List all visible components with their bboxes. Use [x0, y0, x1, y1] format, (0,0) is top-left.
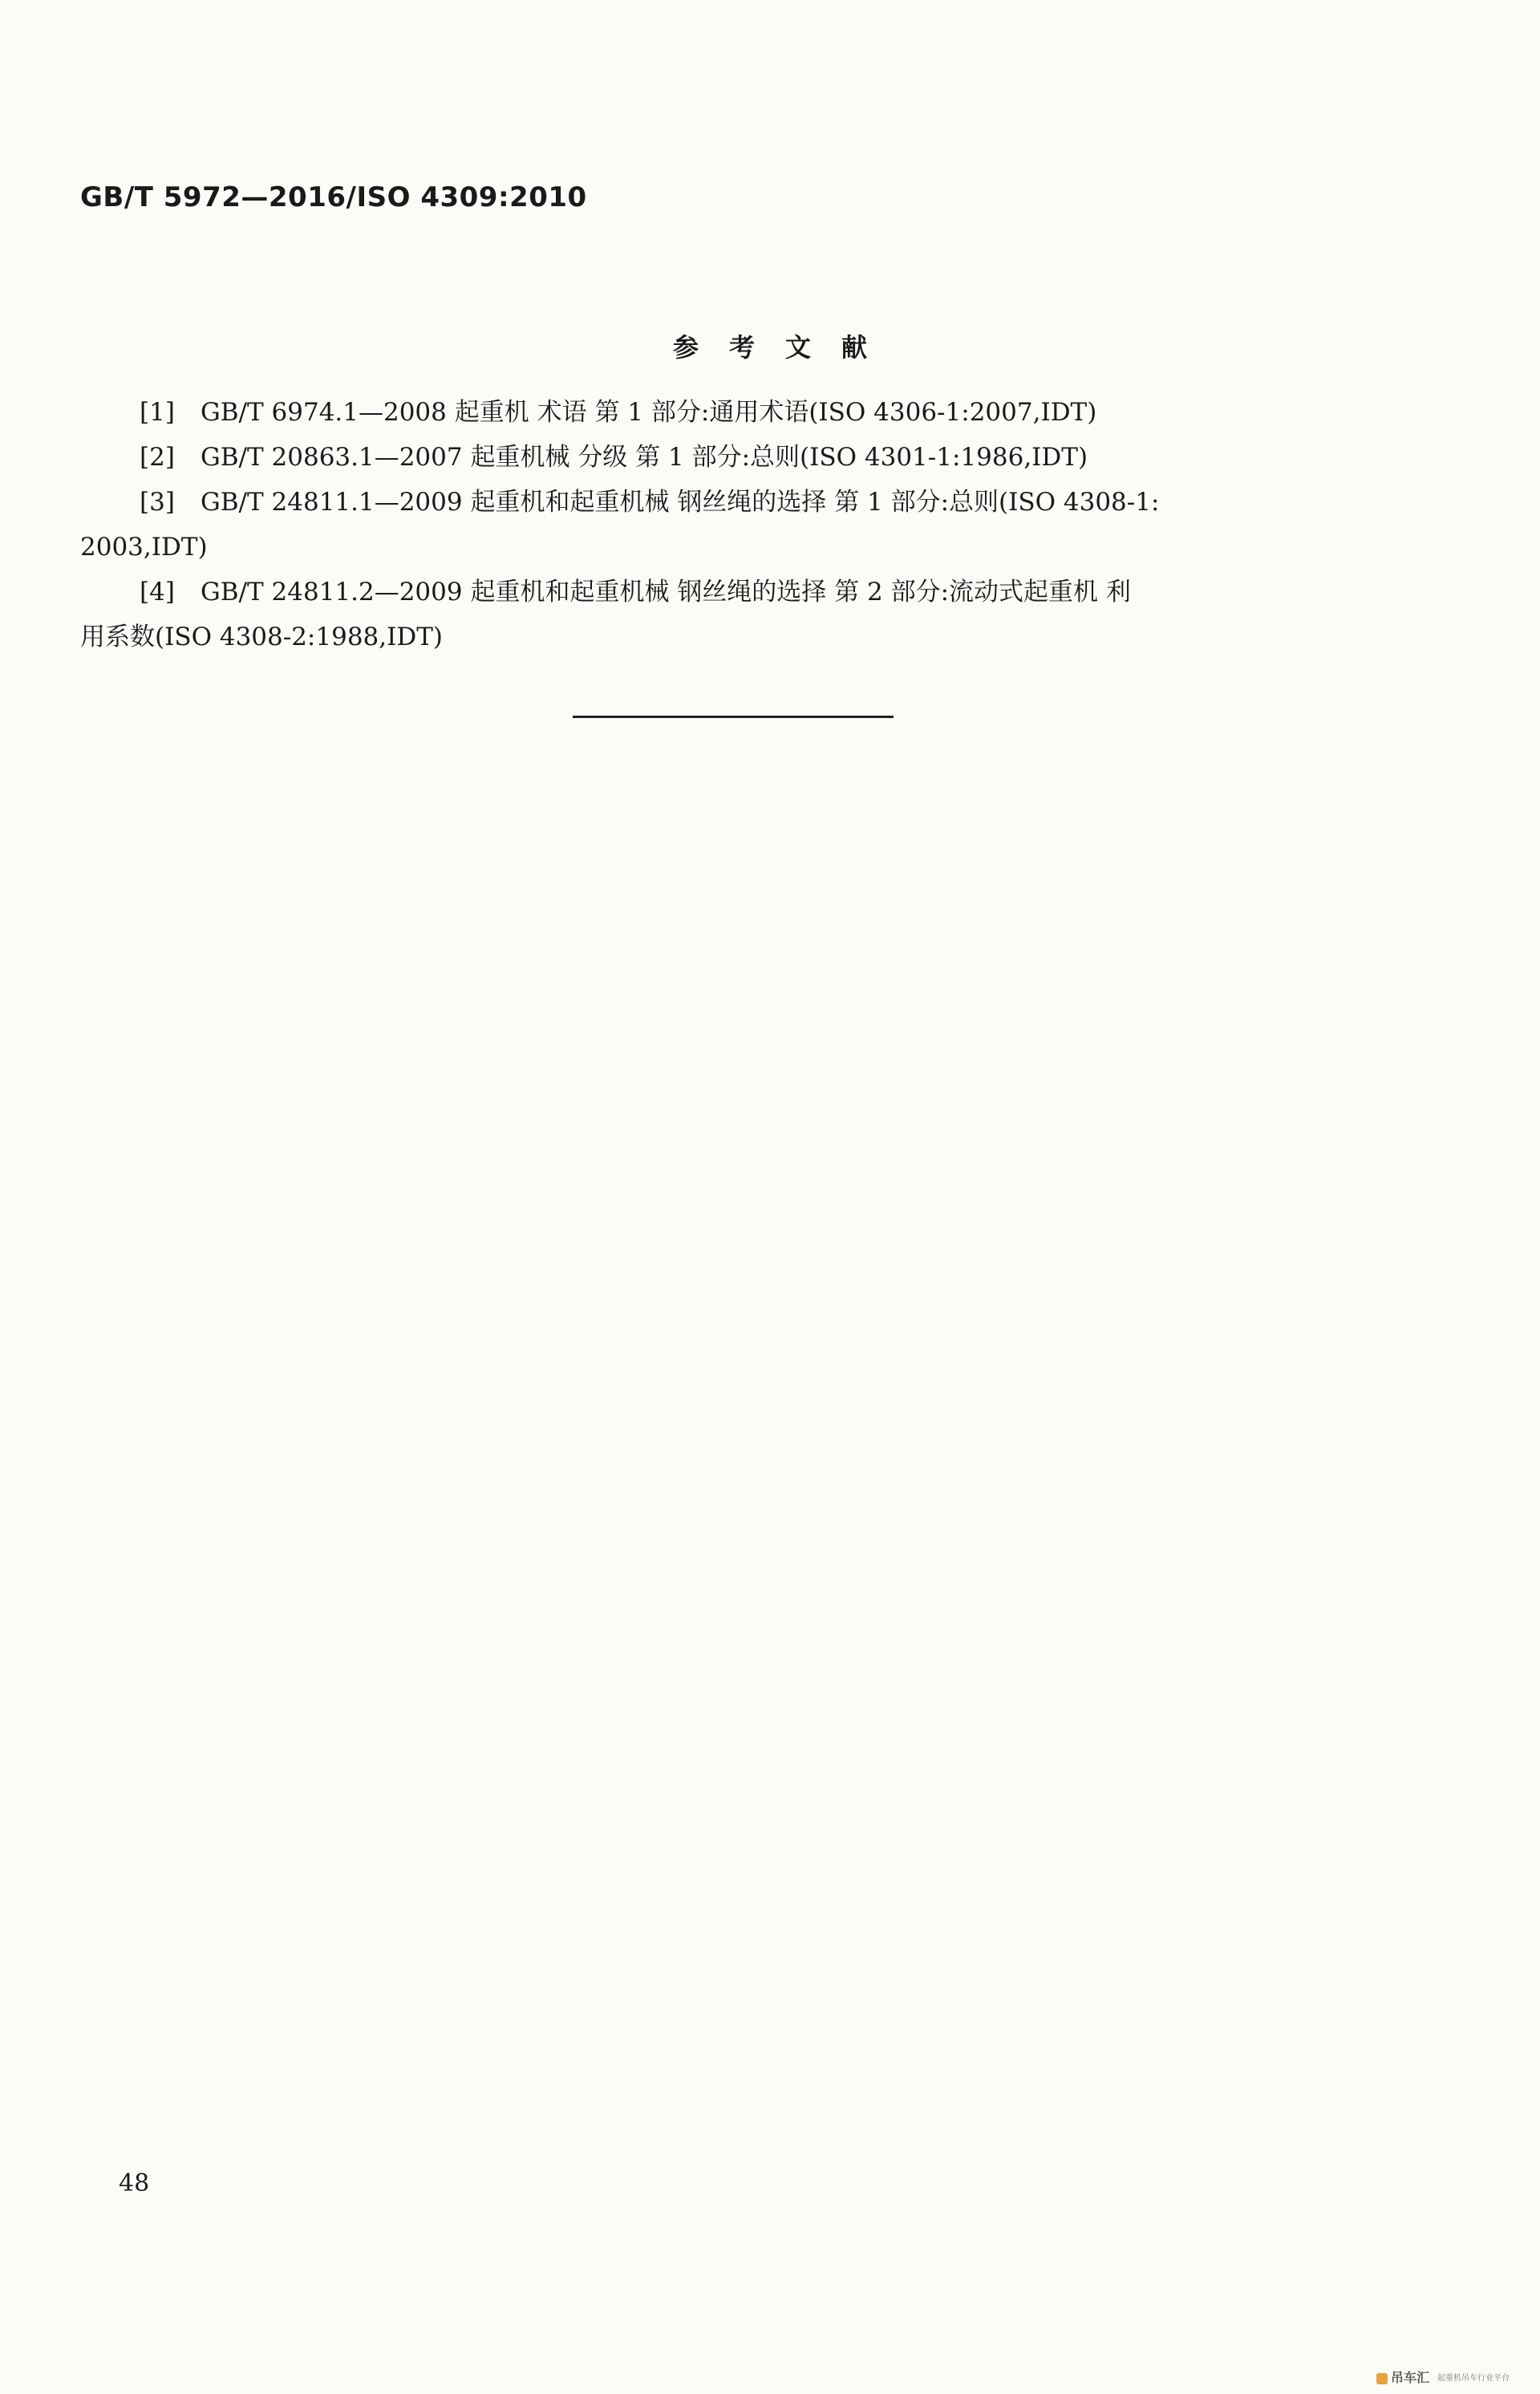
reference-body: GB/T 20863.1—2007 起重机械 分级 第 1 部分:总则(ISO 4301-1:1986,IDT)	[201, 443, 1088, 472]
reference-number: [3]	[140, 488, 175, 517]
reference-body: GB/T 24811.2—2009 起重机和起重机械 钢丝绳的选择 第 2 部分:流动式起重机 利	[201, 578, 1131, 607]
site-watermark	[1376, 2368, 1510, 2386]
watermark-logo-text: 吊车汇	[1390, 2370, 1429, 2385]
watermark-tagline: 起重机吊车行业平台	[1437, 2374, 1510, 2383]
reference-text	[140, 390, 1388, 435]
reference-continuation: 用系数(ISO 4308-2:1988,IDT)	[80, 623, 443, 651]
reference-body: GB/T 6974.1—2008 起重机 术语 第 1 部分:通用术语(ISO 4306-1:2007,IDT)	[201, 398, 1097, 427]
reference-list	[80, 390, 1388, 659]
reference-body: GB/T 24811.1—2009 起重机和起重机械 钢丝绳的选择 第 1 部分:总则(ISO 4308-1:	[201, 488, 1160, 517]
reference-number: [2]	[140, 443, 175, 472]
bibliography-title: 参考文献	[672, 332, 898, 363]
reference-text	[140, 480, 1388, 525]
page-number: 48	[119, 2169, 150, 2197]
reference-number: [1]	[140, 398, 175, 427]
reference-item	[80, 390, 1388, 435]
standard-number-header: GB/T 5972—2016/ISO 4309:2010	[80, 181, 587, 213]
crane-logo-icon	[1376, 2373, 1388, 2384]
end-of-document-rule	[573, 716, 894, 718]
reference-continuation: 2003,IDT)	[80, 533, 208, 562]
reference-item	[80, 435, 1388, 480]
reference-item	[80, 480, 1388, 570]
reference-item	[80, 570, 1388, 659]
reference-text	[140, 435, 1388, 480]
watermark-logo	[1376, 2368, 1429, 2386]
reference-number: [4]	[140, 578, 175, 607]
reference-text	[140, 570, 1388, 615]
